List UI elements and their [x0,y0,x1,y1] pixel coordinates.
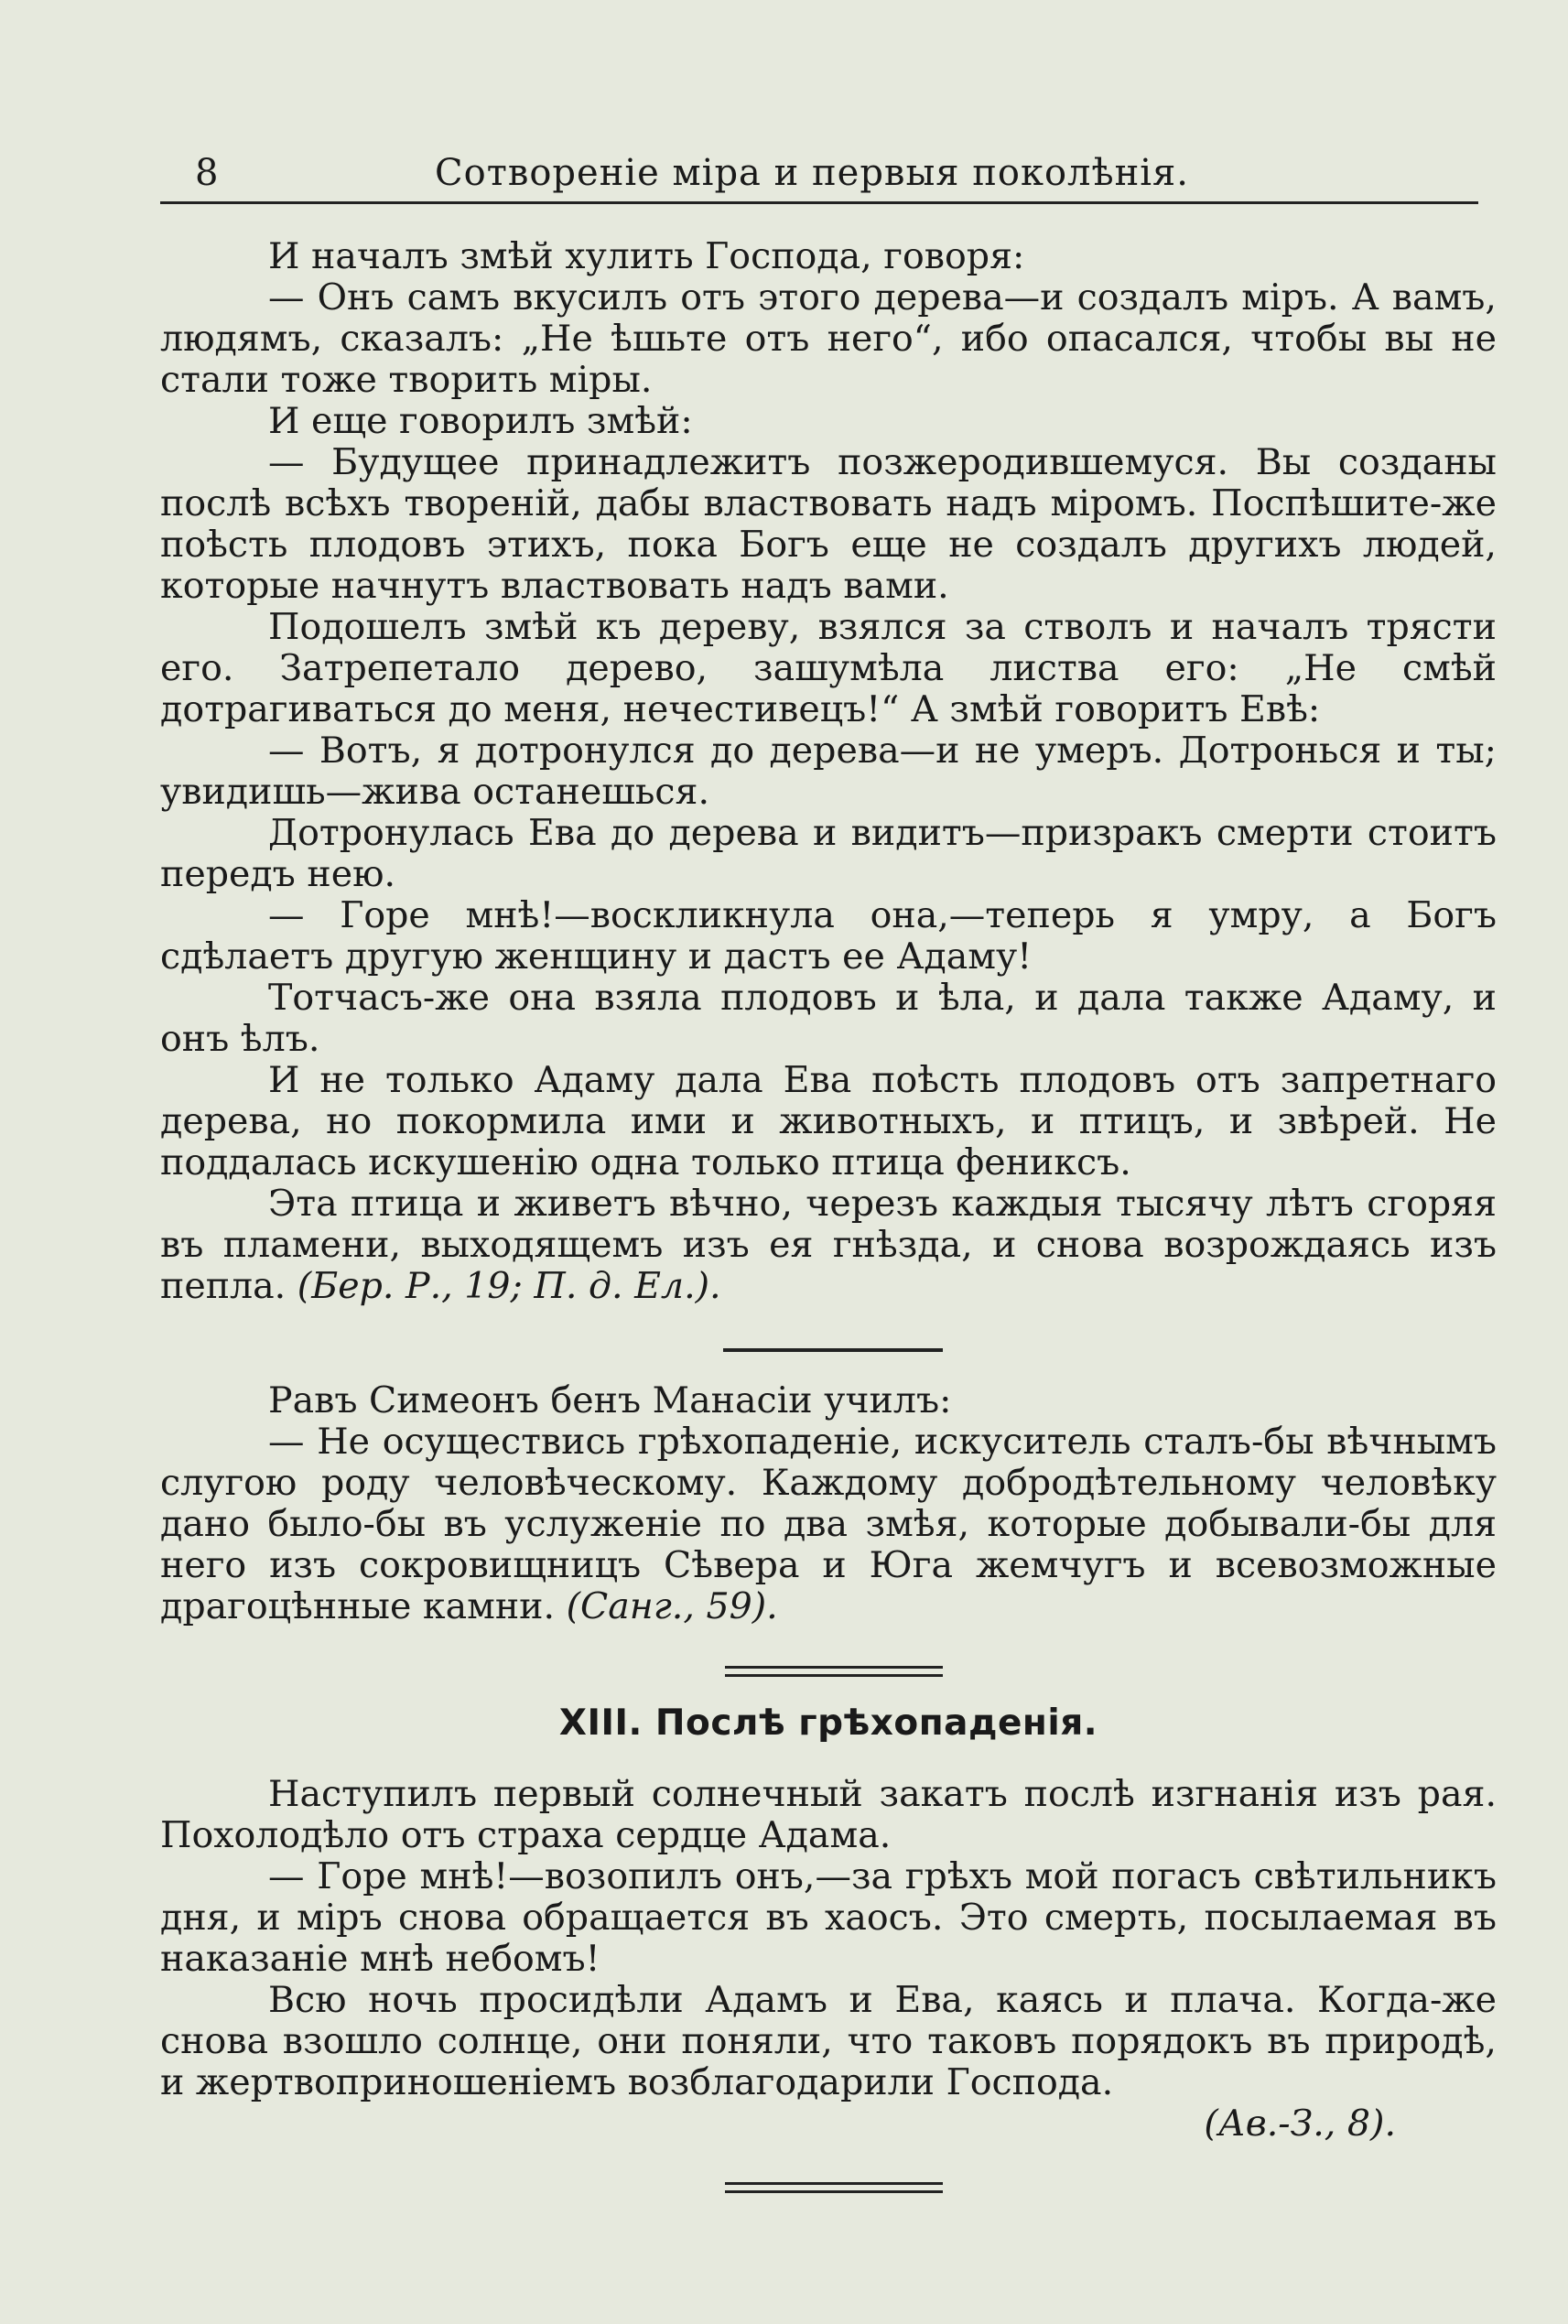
paragraph-text: И еще говорилъ змѣй: [268,400,693,442]
paragraph [160,1980,1497,2103]
paragraph-text: — Горе мнѣ!—возопилъ онъ,—за грѣхъ мой погасъ свѣтильникъ дня, и мiръ снова обращается въ хаосъ. Это смерть, посылаемая въ наказанiе мнѣ небомъ! [160,1855,1497,1980]
paragraph [160,1060,1497,1184]
paragraph-text: Подошелъ змѣй къ дереву, взялся за стволъ и началъ трясти его. Затрепетало дерево, зашумѣла листва его: „Не смѣй дотрагиваться до меня, нечестивецъ!“ А змѣй говоритъ Евѣ: [160,606,1497,730]
paragraph [160,1421,1497,1627]
paragraph [160,277,1497,401]
double-rule-end [725,2182,943,2193]
paragraph-text: — Не осуществись грѣхопаденiе, искуситель сталъ-бы вѣчнымъ слугою роду человѣческому. Каждому добродѣтельному человѣку дано было-бы въ услуженiе по два змѣя, которые добывали-бы для него изъ сокровищницъ Сѣвера и Юга жемчугъ и всевозможные драгоцѣнные камни. [160,1421,1497,1627]
paragraph-text: И не только Адаму дала Ева поѣсть плодовъ отъ запретнаго дерева, но покормила ими и животныхъ, и птицъ, и звѣрей. Не поддалась искушенiю одна только птица фениксъ. [160,1059,1497,1184]
paragraph-text: Дотронулась Ева до дерева и видитъ—призракъ смерти стоитъ передъ нею. [160,812,1497,895]
paragraph-text: И началъ змѣй хулить Господа, говоря: [268,235,1025,277]
citation: (Санг., 59). [566,1585,778,1627]
paragraph [160,442,1497,607]
paragraph-text: Тотчасъ-же она взяла плодовъ и ѣла, и дала также Адаму, и онъ ѣлъ. [160,977,1497,1060]
paragraph [160,895,1497,978]
paragraph [160,1184,1497,1307]
text-block-2 [160,1380,1497,1627]
paragraph-text: — Онъ самъ вкусилъ отъ этого дерева—и создалъ мiръ. А вамъ, людямъ, сказалъ: „Не ѣшьте отъ него“, ибо опасался, чтобы вы не стали тоже творить мiры. [160,276,1497,401]
citation: (Ав.-З., 8). [1204,2102,1396,2145]
paragraph [160,1774,1497,1856]
chapter-heading: XIII. Послѣ грѣхопаденiя. [558,1702,1098,1744]
paragraph [160,1380,1497,1421]
paragraph-text: — Горе мнѣ!—воскликнула она,—теперь я умру, а Богъ сдѣлаетъ другую женщину и дастъ ее Адаму! [160,894,1497,978]
paragraph-text: Эта птица и живетъ вѣчно, черезъ каждыя тысячу лѣтъ сгоряя въ пламени, выходящемъ изъ ея гнѣзда, и снова возрождаясь изъ пепла. [160,1183,1497,1307]
paragraph [160,1856,1497,1980]
paragraph-text: — Будущее принадлежитъ позжеродившемуся. Вы созданы послѣ всѣхъ творенiй, дабы властвовать надъ мiромъ. Поспѣшите-же поѣсть плодовъ этихъ, пока Богъ еще не создалъ другихъ людей, которые начнутъ властвовать надъ вами. [160,441,1497,607]
paragraph [160,730,1497,813]
end-citation-line [160,2103,1497,2145]
section-divider-rule [723,1348,943,1352]
paragraph [160,236,1497,277]
paragraph-text: Наступилъ первый солнечный закатъ послѣ изгнанiя изъ рая. Похолодѣло отъ страха сердце Адама. [160,1773,1497,1856]
paragraph [160,607,1497,730]
running-title: Сотворенiе мiра и первыя поколѣнiя. [435,152,1189,194]
paragraph [160,401,1497,442]
text-block-3 [160,1774,1497,2145]
paragraph [160,813,1497,895]
paragraph-text: Равъ Симеонъ бенъ Манасiи училъ: [268,1379,952,1421]
page-header [160,146,1478,204]
paragraph [160,978,1497,1060]
paragraph-text: Всю ночь просидѣли Адамъ и Ева, каясь и плача. Когда-же снова взошло солнце, они поняли, что таковъ порядокъ въ природѣ, и жертвоприношенiемъ возблагодарили Господа. [160,1979,1497,2103]
page-number: 8 [195,152,219,194]
citation: (Бер. Р., 19; П. д. Ел.). [297,1265,721,1307]
double-rule-divider [725,1666,943,1677]
text-block-1 [160,236,1497,1307]
paragraph-text: — Вотъ, я дотронулся до дерева—и не умеръ. Дотронься и ты; увидишь—жива останешься. [160,730,1497,813]
